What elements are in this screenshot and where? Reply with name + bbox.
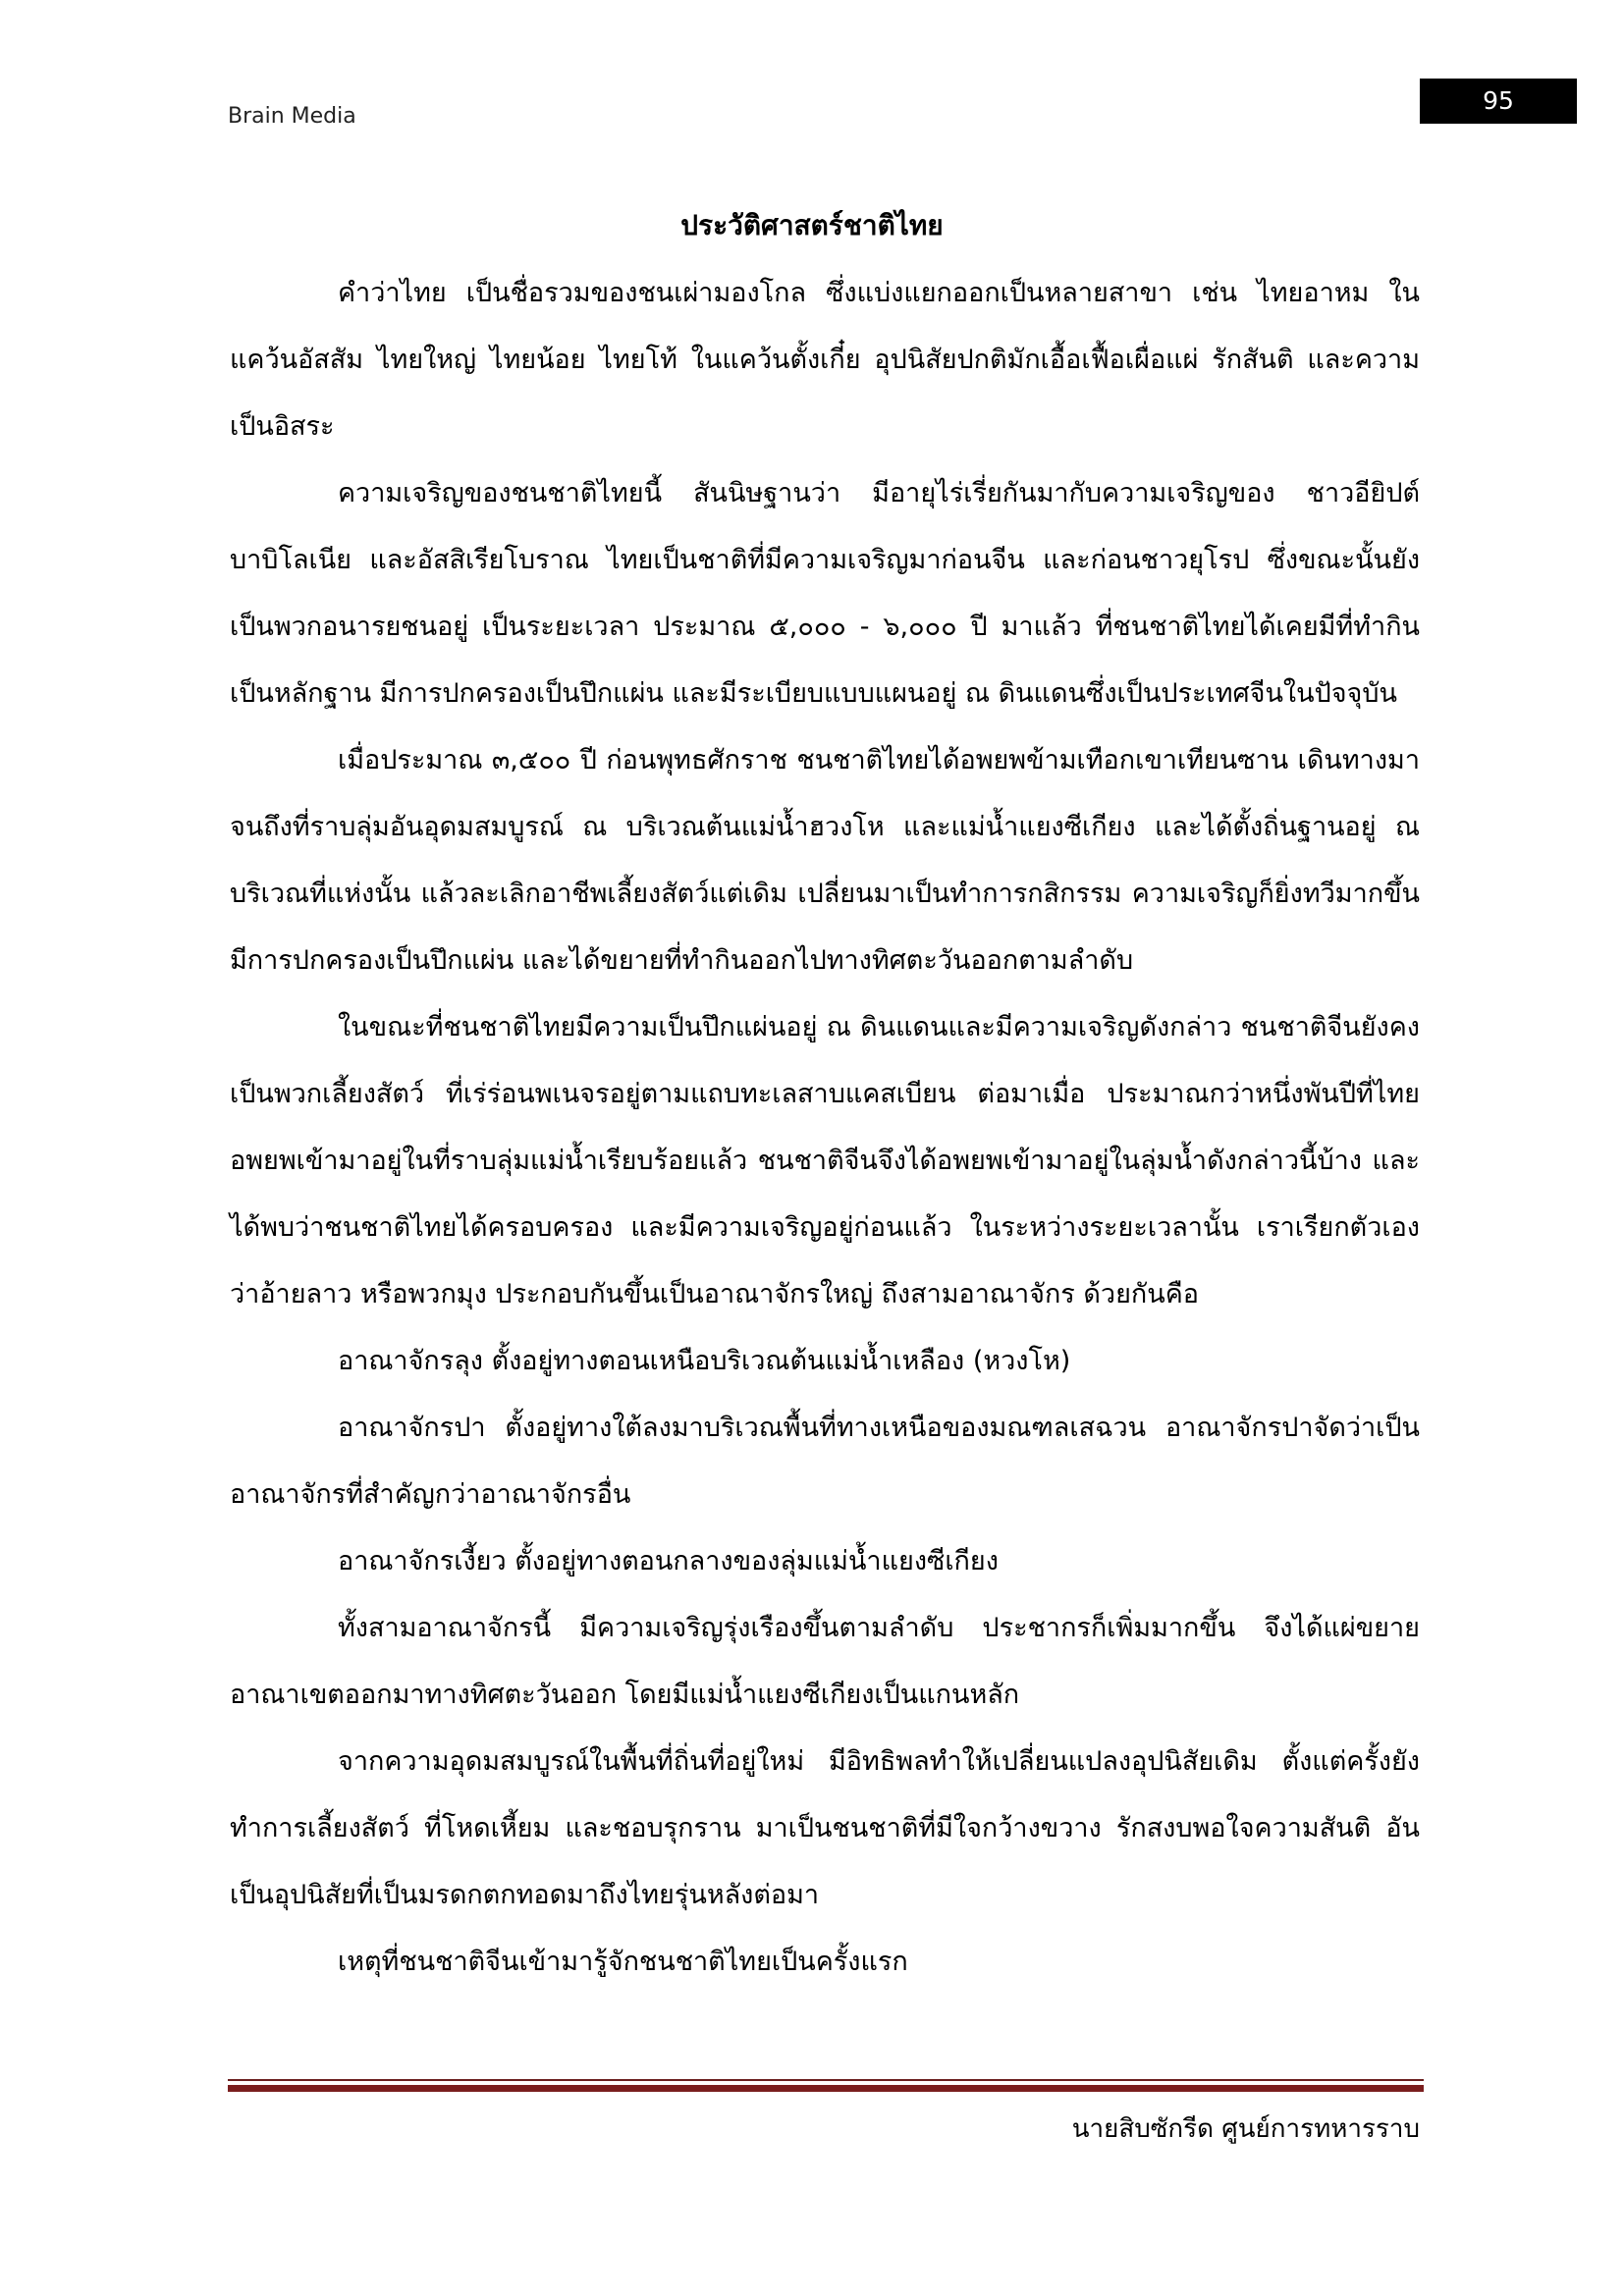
paragraph-first-contact: เหตุที่ชนชาติจีนเข้ามารู้จักชนชาติไทยเป็นครั้งแรก [338, 1947, 908, 1977]
footer-divider-thick [228, 2085, 1424, 2092]
paragraph-intro: คำว่าไทย เป็นชื่อรวมของชนเผ่ามองโกล ซึ่งแบ่งแยกออกเป็นหลายสาขา เช่น ไทยอาหม ในแคว้นอัสสัม ไทยใหญ่ ไทยน้อย ไทยโท้ ในแคว้นตั้งเกี๋ย อุปนิสัยปกติมักเอื้อเฟื้อเผื่อแผ่ รักสันติ และความเป็นอิสระ [230, 278, 1420, 442]
paragraph-migration: เมื่อประมาณ ๓,๕๐๐ ปี ก่อนพุทธศักราช ชนชาติไทยได้อพยพข้ามเทือกเขาเทียนซาน เดินทางมาจนถึงที่ราบลุ่มอันอุดมสมบูรณ์ ณ บริเวณต้นแม่น้ำฮวงโห และแม่น้ำแยงซีเกียง และได้ตั้งถิ่นฐานอยู่ ณ บริเวณที่แห่งนั้น แล้วละเลิกอาชีพเลี้ยงสัตว์แต่เดิม เปลี่ยนมาเป็นทำการกสิกรรม ความเจริญก็ยิ่งทวีมากขึ้น มีการปกครองเป็นปึกแผ่น และได้ขยายที่ทำกินออกไปทางทิศตะวันออกตามลำดับ [230, 745, 1420, 976]
paragraph-kingdom-ngiao: อาณาจักรเงี้ยว ตั้งอยู่ทางตอนกลางของลุ่มแม่น้ำแยงซีเกียง [338, 1546, 999, 1576]
paragraph-kingdom-lung: อาณาจักรลุง ตั้งอยู่ทางตอนเหนือบริเวณต้นแม่น้ำเหลือง (หวงโห) [338, 1346, 1071, 1376]
document-title: ประวัติศาสตร์ชาติไทย [680, 209, 944, 241]
footer-divider-thin [228, 2079, 1424, 2081]
publisher-name: Brain Media [228, 104, 356, 129]
footer-author: นายสิบซักรีด ศูนย์การทหารราบ [1071, 2114, 1420, 2144]
paragraph-expansion: ทั้งสามอาณาจักรนี้ มีความเจริญรุ่งเรืองขึ้นตามลำดับ ประชากรก็เพิ่มมากขึ้น จึงได้แผ่ขยายอาณาเขตออกมาทางทิศตะวันออก โดยมีแม่น้ำแยงซีเกียงเป็นแกนหลัก [230, 1613, 1420, 1710]
paragraph-chinese-contact: ในขณะที่ชนชาติไทยมีความเป็นปึกแผ่นอยู่ ณ ดินแดนและมีความเจริญดังกล่าว ชนชาติจีนยังคงเป็นพวกเลี้ยงสัตว์ ที่เร่ร่อนพเนจรอยู่ตามแถบทะเลสาบแคสเบียน ต่อมาเมื่อ ประมาณกว่าหนึ่งพันปีที่ไทยอพยพเข้ามาอยู่ในที่ราบลุ่มแม่น้ำเรียบร้อยแล้ว ชนชาติจีนจึงได้อพยพเข้ามาอยู่ในลุ่มน้ำดังกล่าวนี้บ้าง และได้พบว่าชนชาติไทยได้ครอบครอง และมีความเจริญอยู่ก่อนแล้ว ในระหว่างระยะเวลานั้น เราเรียกตัวเองว่าอ้ายลาว หรือพวกมุง ประกอบกันขึ้นเป็นอาณาจักรใหญ่ ถึงสามอาณาจักร ด้วยกันคือ [230, 1012, 1420, 1309]
paragraph-ancient-civilization: ความเจริญของชนชาติไทยนี้ สันนิษฐานว่า มีอายุไร่เรี่ยกันมากับความเจริญของ ชาวอียิปต์บาบิโลเนีย และอัสสิเรียโบราณ ไทยเป็นชาติที่มีความเจริญมาก่อนจีน และก่อนชาวยุโรป ซึ่งขณะนั้นยังเป็นพวกอนารยชนอยู่ เป็นระยะเวลา ประมาณ ๕,๐๐๐ - ๖,๐๐๐ ปี มาแล้ว ที่ชนชาติไทยได้เคยมีที่ทำกินเป็นหลักฐาน มีการปกครองเป็นปึกแผ่น และมีระเบียบแบบแผนอยู่ ณ ดินแดนซึ่งเป็นประเทศจีนในปัจจุบัน [230, 478, 1420, 709]
paragraph-character: จากความอุดมสมบูรณ์ในพื้นที่ถิ่นที่อยู่ใหม่ มีอิทธิพลทำให้เปลี่ยนแปลงอุปนิสัยเดิม ตั้งแต่ครั้งยังทำการเลี้ยงสัตว์ ที่โหดเหี้ยม และชอบรุกราน มาเป็นชนชาติที่มีใจกว้างขวาง รักสงบพอใจความสันติ อันเป็นอุปนิสัยที่เป็นมรดกตกทอดมาถึงไทยรุ่นหลังต่อมา [230, 1746, 1420, 1910]
body-text [230, 260, 1420, 1996]
page-number: 95 [1420, 79, 1577, 124]
paragraph-kingdom-pa: อาณาจักรปา ตั้งอยู่ทางใต้ลงมาบริเวณพื้นที่ทางเหนือของมณฑลเสฉวน อาณาจักรปาจัดว่าเป็นอาณาจักรที่สำคัญกว่าอาณาจักรอื่น [230, 1413, 1420, 1510]
